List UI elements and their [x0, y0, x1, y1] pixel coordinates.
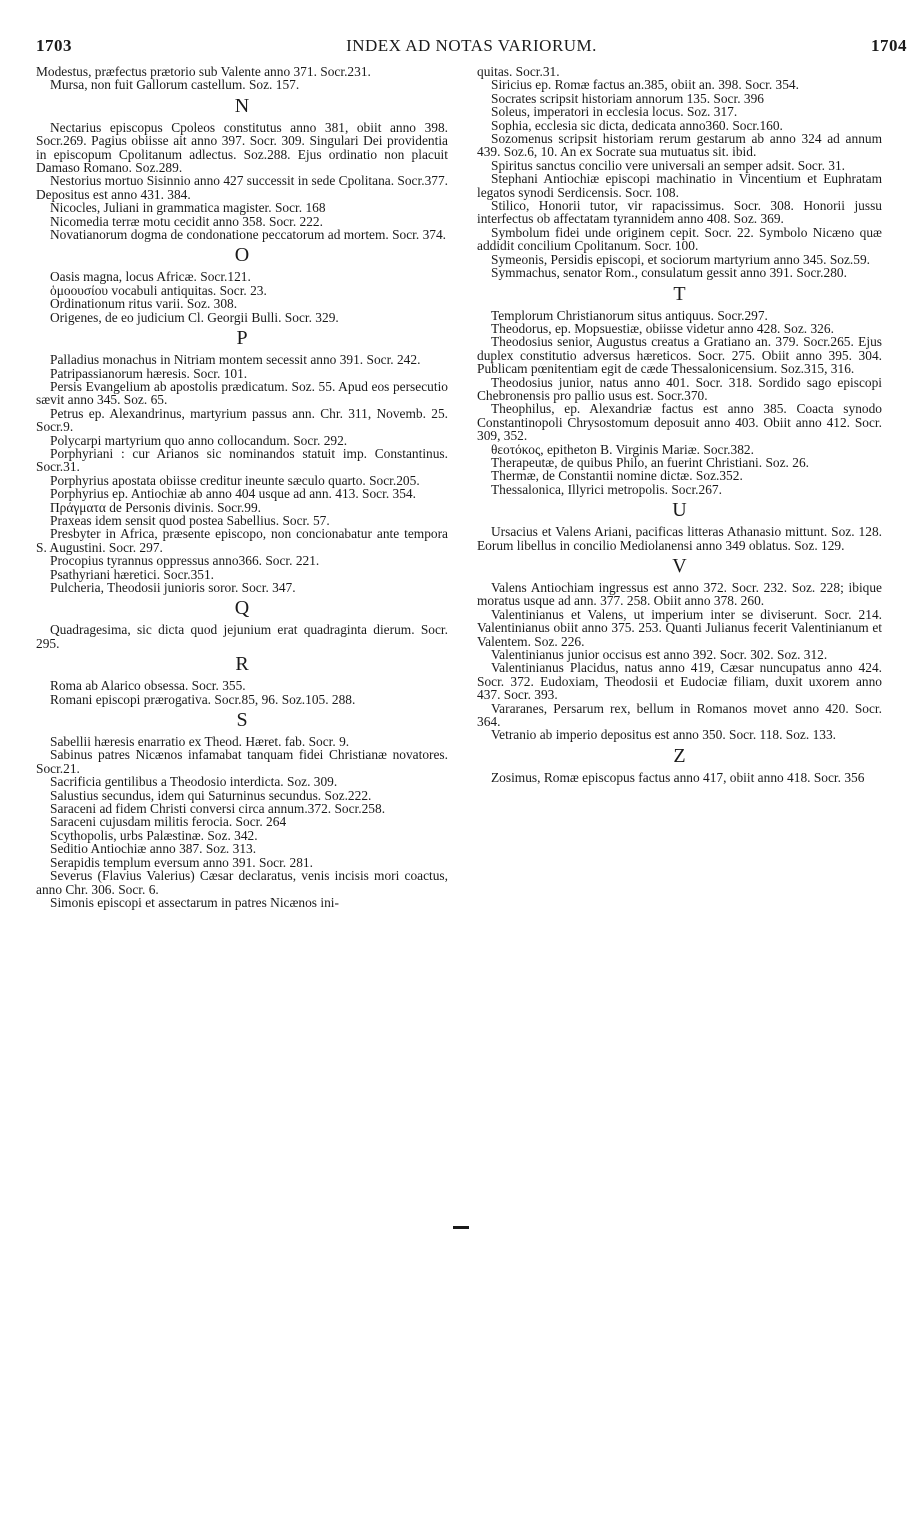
index-entry: Nicomedia terræ motu cecidit anno 358. Socr. 222. [50, 213, 323, 229]
index-entry: Oasis magna, locus Africæ. Socr.121. [50, 269, 251, 285]
index-entry: Polycarpi martyrium quo anno collocandum. Socr. 292. [50, 432, 348, 448]
index-entry: quitas. Socr.31. [477, 64, 560, 79]
section-letter: T [673, 282, 686, 305]
index-entry: Ordinationum ritus varii. Soz. 308. [50, 296, 238, 312]
index-entry: Nectarius episcopus Cpoleos constitutus anno 381, obiit anno 398. Socr.269. Pagius obiisse ait anno 397. Socr. 309. Singulari Dei providentia in episcopum Cpolitanum adlectus. Soz.288. Ejus ordinatio non placuit Damaso Romano. Soz.289. [36, 119, 448, 176]
index-entry: Saraceni cujusdam militis ferocia. Socr. 264 [50, 814, 287, 830]
index-entry: Theodosius junior, natus anno 401. Socr. 318. Sordido sago episcopi Chebronensis pro pallio usus est. Socr.370. [477, 374, 882, 403]
section-letter: Z [673, 744, 686, 767]
index-entry: Persis Evangelium ab apostolis prædicatum. Soz. 55. Apud eos persecutio sævit anno 345. Soz. 65. [36, 378, 448, 408]
index-entry: Πράγματα de Personis divinis. Socr.99. [50, 499, 261, 515]
index-entry: Zosimus, Romæ episcopus factus anno 417, obiit anno 418. Socr. 356 [491, 769, 865, 785]
index-entry: Soleus, imperatori in ecclesia locus. Soz. 317. [491, 104, 738, 120]
index-entry: Sozomenus scripsit historiam rerum gestarum ab anno 324 ad annum 439. Soz.6, 10. An ex Socrate sua mutuatus sit. ibid. [477, 131, 882, 160]
section-letter: O [234, 244, 250, 267]
index-entry: Sacrificia gentilibus a Theodosio interdicta. Soz. 309. [50, 774, 338, 790]
section-letter: P [236, 327, 248, 350]
index-entry: Porphyrius apostata obiisse creditur ineunte sæculo quarto. Socr.205. [50, 472, 420, 488]
index-entry: Socrates scripsit historiam annorum 135. Socr. 396 [491, 90, 764, 106]
left-column [36, 65, 448, 909]
index-entry: Therapeutæ, de quibus Philo, an fuerint Christiani. Soz. 26. [491, 454, 809, 470]
index-entry: Scythopolis, urbs Palæstinæ. Soz. 342. [50, 827, 258, 843]
index-entry: Salustius secundus, idem qui Saturninus secundus. Soz.222. [50, 787, 372, 803]
index-entry: Pulcheria, Theodosii junioris soror. Socr. 347. [50, 580, 296, 595]
index-entry: Sabinus patres Nicænos infamabat tanquam fidei Christianæ novatores. Socr.21. [36, 747, 448, 776]
index-entry: Nicocles, Juliani in grammatica magister. Socr. 168 [50, 200, 326, 216]
section-letter: Q [234, 597, 250, 620]
index-entry: Sabellii hæresis enarratio ex Theod. Hæret. fab. Socr. 9. [50, 734, 350, 750]
right-column [477, 65, 882, 784]
index-entry: Symmachus, senator Rom., consulatum gessit anno 391. Socr.280. [491, 265, 847, 281]
index-entry: Theophilus, ep. Alexandriæ factus est anno 385. Coacta synodo Constantinopoli Chrysostomum deposuit anno 403. Obiit anno 412. Socr. 309, 352. [477, 401, 882, 444]
section-letter: V [672, 555, 687, 577]
index-entry: Saraceni ad fidem Christi conversi circa annum.372. Socr.258. [50, 801, 386, 817]
index-entry: Palladius monachus in Nitriam montem secessit anno 391. Socr. 242. [50, 352, 421, 368]
index-entry: Psathyriani hæretici. Socr.351. [50, 566, 215, 582]
index-entry: Serapidis templum eversum anno 391. Socr. 281. [50, 854, 313, 870]
index-entry: Theodorus, ep. Mopsuestiæ, obiisse videtur anno 428. Soz. 326. [491, 320, 834, 336]
index-entry: Thermæ, de Constantii nomine dictæ. Soz.352. [491, 468, 743, 484]
section-letter: S [236, 709, 248, 732]
index-entry: Valentinianus et Valens, ut imperium inter se diviserunt. Socr. 214. Valentinianus obiit anno 375. 253. Quanti Julianus fecerit Valentinianum et Valentem. Soz. 226. [477, 606, 882, 649]
index-entry: Sophia, ecclesia sic dicta, dedicata anno360. Socr.160. [491, 117, 783, 133]
index-entry: Petrus ep. Alexandrinus, martyrium passus ann. Chr. 311, Novemb. 25. Socr.9. [36, 405, 448, 435]
index-entry: Theodosius senior, Augustus creatus a Gratiano an. 379. Socr.265. Ejus duplex constitutio adversus hæreticos. Socr. 275. Obiit anno 395. 304. Publicam pœnitentiam egit de cæde Thessalonicensium. Soz.315, 316. [477, 334, 882, 377]
index-entry: Quadragesima, sic dicta quod jejunium erat quadraginta dierum. Socr. 295. [36, 622, 448, 651]
index-entry: Vetranio ab imperio depositus est anno 350. Socr. 118. Soz. 133. [491, 727, 837, 743]
index-entry: θεοτόκος, epitheton B. Virginis Mariæ. Socr.382. [491, 441, 754, 457]
index-entry: Romani episcopi prærogativa. Socr.85, 96. Soz.105. 288. [50, 691, 356, 707]
index-entry: Templorum Christianorum situs antiquus. Socr.297. [491, 307, 768, 323]
index-entry: Porphyrius ep. Antiochiæ ab anno 404 usque ad ann. 413. Socr. 354. [50, 486, 416, 502]
running-title: INDEX AD NOTAS VARIORUM. [346, 36, 597, 55]
index-entry: Novatianorum dogma de condonatione peccatorum ad mortem. Socr. 374. [50, 227, 447, 243]
index-entry: Porphyriani : cur Arianos sic nominandos statuit imp. Constantinus. Socr.31. [36, 445, 448, 475]
index-entry: Nestorius mortuo Sisinnio anno 427 successit in sede Cpolitana. Socr.377. Depositus est anno 431. 384. [36, 173, 448, 202]
index-entry: Origenes, de eo judicium Cl. Georgii Bulli. Socr. 329. [50, 309, 339, 325]
index-entry: Procopius tyrannus oppressus anno366. Socr. 221. [50, 553, 320, 569]
section-letter: U [672, 499, 687, 522]
index-entry: Presbyter in Africa, præsente episcopo, non concionabatur ante tempora S. Augustini. Socr. 297. [36, 526, 448, 555]
index-entry: Vararanes, Persarum rex, bellum in Romanos movet anno 420. Socr. 364. [477, 700, 882, 730]
index-entry: Seditio Antiochiæ anno 387. Soz. 313. [50, 841, 257, 857]
index-entry: Roma ab Alarico obsessa. Socr. 355. [50, 678, 246, 694]
index-entry: Stilico, Honorii tutor, vir rapacissimus. Socr. 308. Honorii jussu interfectus ob affectatam tyrannidem anno 408. Soz. 369. [477, 198, 882, 227]
index-entry: Patripassianorum hæresis. Socr. 101. [50, 365, 248, 381]
section-letter: R [235, 653, 249, 676]
index-entry: Spiritus sanctus concilio vere universali an semper adsit. Socr. 31. [491, 157, 846, 173]
index-entry: Valentinianus Placidus, natus anno 419, Cæsar nuncupatus anno 424. Socr. 372. Eudoxiam, Theodosii et Eudociæ filiam, duxit uxorem anno 437. Socr. 393. [477, 660, 882, 703]
index-entry: Symbolum fidei unde originem cepit. Socr. 22. Symbolo Nicæno quæ addidit concilium Cpolitanum. Socr. 100. [477, 224, 882, 254]
index-entry: Ursacius et Valens Ariani, pacificas litteras Athanasio mittunt. Soz. 128. Eorum libellus in concilio Mediolanensi anno 349 oblatus. Soz. 129. [477, 524, 882, 553]
index-entry: Severus (Flavius Valerius) Cæsar declaratus, venis incisis mori coactus, anno Chr. 306. Socr. 6. [36, 868, 448, 897]
index-entry: Stephani Antiochiæ episcopi machinatio in Vincentium et Euphratam legatos synodi Serdicensis. Socr. 108. [477, 171, 882, 200]
index-entry: Symeonis, Persidis episcopi, et sociorum martyrium anno 345. Soz.59. [491, 251, 870, 267]
section-letter: N [234, 94, 250, 117]
page-number-right: 1704 [871, 36, 907, 55]
index-entry: Valens Antiochiam ingressus est anno 372. Socr. 232. Soz. 228; ibique moratus usque ad ann. 377. 258. Obiit anno 378. 260. [477, 580, 882, 609]
page-header [36, 36, 907, 58]
index-entry: Simonis episcopi et assectarum in patres Nicænos ini- [50, 894, 339, 910]
index-entry: Praxeas idem sensit quod postea Sabellius. Socr. 57. [50, 512, 330, 528]
end-rule [453, 1226, 469, 1229]
page-number-left: 1703 [36, 36, 72, 55]
index-entry: Modestus, præfectus prætorio sub Valente anno 371. Socr.231. [36, 64, 371, 79]
index-entry: Valentinianus junior occisus est anno 392. Socr. 302. Soz. 312. [491, 647, 828, 663]
index-entry: Mursa, non fuit Gallorum castellum. Soz. 157. [50, 77, 300, 93]
index-entry: Thessalonica, Illyrici metropolis. Socr.267. [491, 481, 722, 497]
index-entry: ὁμοουσίου vocabuli antiquitas. Socr. 23. [50, 282, 267, 298]
index-entry: Siricius ep. Romæ factus an.385, obiit an. 398. Socr. 354. [491, 77, 799, 93]
